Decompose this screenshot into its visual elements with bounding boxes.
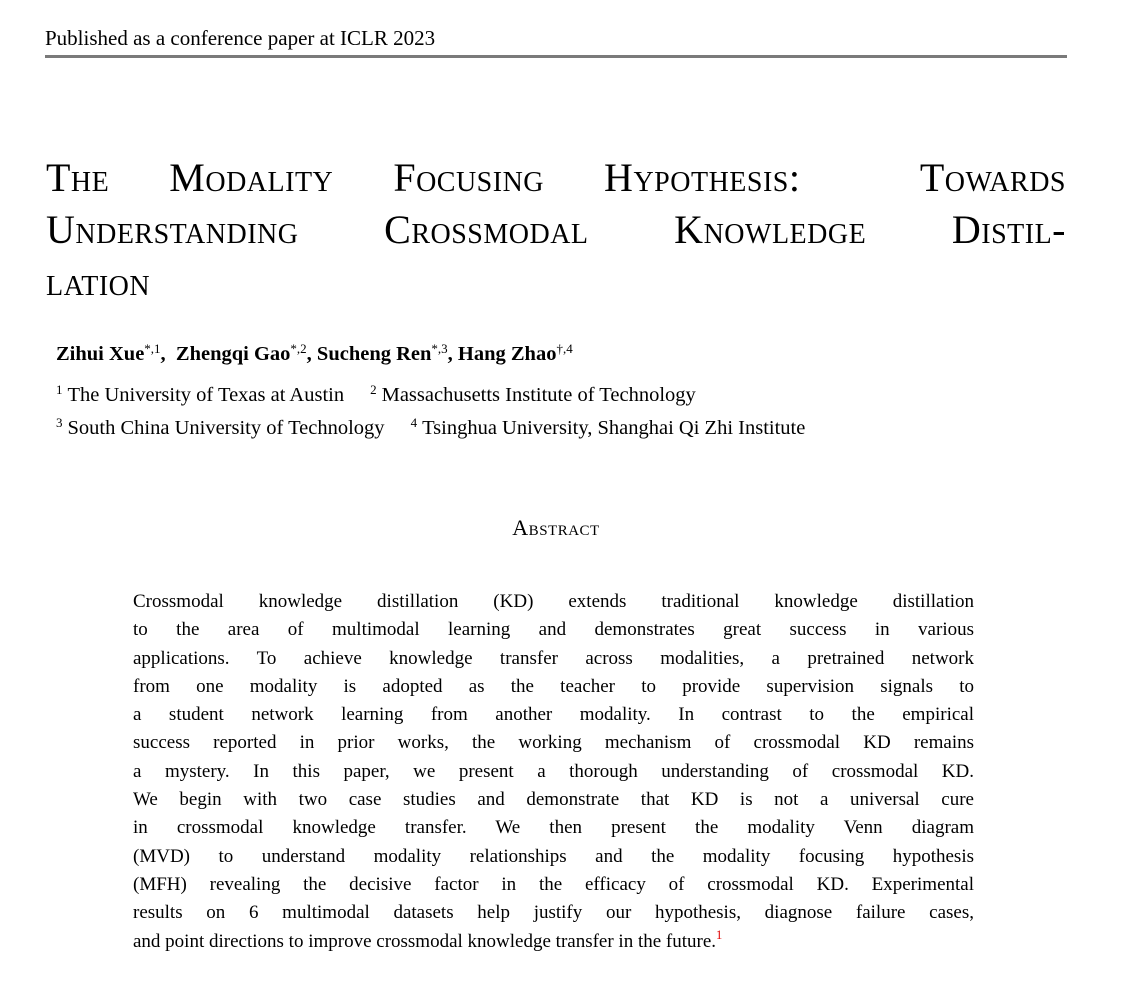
abstract-line: in crossmodal knowledge transfer. We then present the modality Venn diagram	[133, 817, 974, 839]
abstract-line: Crossmodal knowledge distillation (KD) extends traditional knowledge distillation	[133, 591, 974, 612]
author-affiliation-marker: *,1	[144, 341, 161, 357]
affiliation-line	[56, 412, 1066, 445]
abstract-line: results on 6 multimodal datasets help justify our hypothesis, diagnose failure cases,	[133, 902, 974, 924]
abstract-line: success reported in prior works, the working mechanism of crossmodal KD remains	[133, 732, 974, 754]
footnote-link[interactable]: 1	[716, 928, 723, 943]
abstract-line: from one modality is adopted as the teacher to provide supervision signals to	[133, 675, 974, 697]
author-name: Zhengqi Gao	[175, 343, 291, 365]
author-affiliation-marker: †,4	[556, 341, 573, 357]
author	[317, 343, 458, 365]
paper-title	[46, 152, 1066, 308]
author-affiliation-marker: *,2	[290, 341, 307, 357]
affiliation-marker: 3	[56, 414, 63, 430]
author	[56, 343, 176, 365]
author	[458, 343, 573, 365]
affiliation	[410, 414, 806, 439]
affiliation-text: Massachusetts Institute of Technology	[381, 384, 696, 406]
author-name: Hang Zhao	[457, 343, 557, 365]
abstract-line: a student network learning from another modality. In contrast to the empirical	[133, 704, 974, 726]
abstract-line: to the area of multimodal learning and demonstrates great success in various	[133, 619, 974, 641]
author-affiliation-marker: *,3	[431, 341, 448, 357]
affiliation	[56, 384, 344, 406]
affiliation-text: The University of Texas at Austin	[67, 384, 345, 406]
affiliation-marker: 1	[56, 382, 63, 398]
title-line-2: Understanding Crossmodal Knowledge Distil-	[46, 207, 1066, 252]
abstract-line-text: and point directions to improve crossmodal knowledge transfer in the future.	[133, 930, 717, 952]
affiliation-text: Tsinghua University, Shanghai Qi Zhi Institute	[422, 416, 806, 439]
author-separator: ,	[306, 343, 317, 365]
title-line-1: The Modality Focusing Hypothesis: Towards	[46, 155, 1066, 200]
author-separator: ,	[447, 343, 458, 365]
abstract-heading: Abstract	[512, 515, 600, 540]
abstract-line: a mystery. In this paper, we present a thorough understanding of crossmodal KD.	[133, 760, 974, 782]
affiliation-list	[56, 379, 1066, 444]
author-name: Sucheng Ren	[316, 343, 432, 365]
abstract-line: applications. To achieve knowledge transfer across modalities, a pretrained network	[133, 647, 974, 669]
title-line-3: lation	[46, 259, 151, 304]
affiliation-marker: 2	[370, 382, 377, 398]
affiliation-text: South China University of Technology	[67, 416, 385, 439]
author	[176, 343, 317, 365]
author-list	[56, 343, 1066, 366]
author-name: Zihui Xue	[56, 343, 145, 365]
header-rule	[45, 55, 1067, 58]
affiliation	[56, 414, 385, 439]
affiliation-line	[56, 379, 1066, 412]
header-note: Published as a conference paper at ICLR 2023	[45, 26, 436, 50]
abstract-line: We begin with two case studies and demonstrate that KD is not a universal cure	[133, 789, 974, 811]
author-separator: ,	[160, 343, 176, 365]
affiliation	[370, 384, 696, 406]
abstract-body	[133, 588, 974, 956]
abstract-line: (MFH) revealing the decisive factor in the efficacy of crossmodal KD. Experimental	[133, 873, 974, 895]
abstract-line: (MVD) to understand modality relationships and the modality focusing hypothesis	[133, 845, 974, 867]
abstract-last-line	[133, 928, 974, 956]
affiliation-marker: 4	[410, 414, 418, 430]
